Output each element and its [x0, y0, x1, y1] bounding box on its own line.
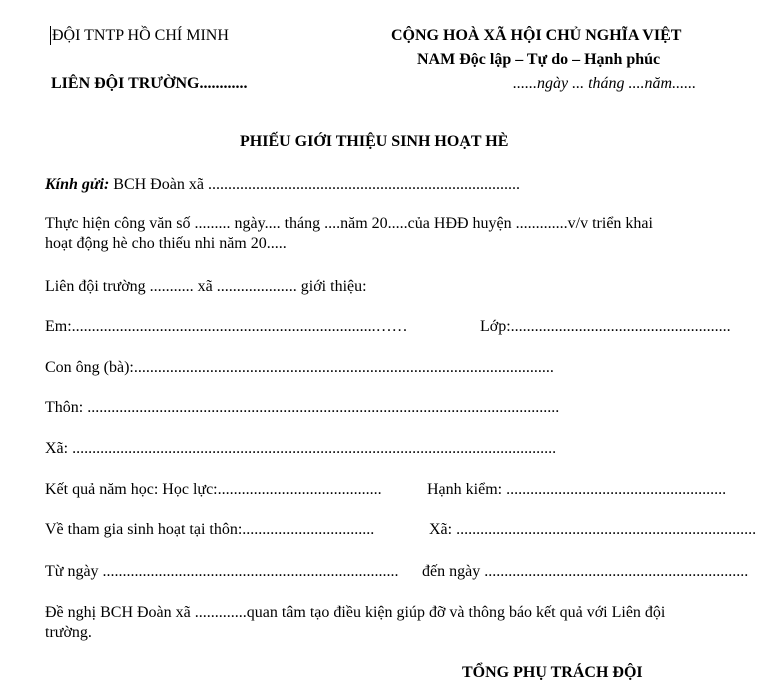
request-line-1: Đề nghị BCH Đoàn xã .............quan tâm tạo điều kiện giúp đỡ và thông báo kết quả với Liên đội	[45, 604, 666, 621]
recipient-label: Kính gửi:	[45, 176, 110, 193]
to-date-field: đến ngày ..................................................................	[422, 563, 749, 580]
commune-2-field: Xã: ...........................................................................	[429, 521, 757, 538]
nation-line-2: NAM Độc lập – Tự do – Hạnh phúc	[417, 51, 661, 68]
academic-result-field: Kết quả năm học: Học lực:.........................................	[45, 481, 382, 498]
text-cursor	[50, 26, 51, 45]
recipient-value: BCH Đoàn xã ..............................................................................	[109, 176, 520, 193]
recipient-line	[45, 175, 520, 195]
org-name: ĐỘI TNTP HỒ CHÍ MINH	[52, 27, 229, 44]
village-field: Thôn: ......................................................................................................................	[45, 399, 560, 416]
class-field: Lớp:.......................................................	[480, 318, 731, 335]
nation-line-1: CỘNG HOÀ XÃ HỘI CHỦ NGHĨA VIỆT	[391, 27, 682, 44]
conduct-field: Hạnh kiểm: .......................................................	[427, 481, 727, 498]
from-date-field: Từ ngày ..........................................................................	[45, 563, 399, 580]
parent-field: Con ông (bà):.........................................................................................................	[45, 359, 554, 376]
request-line-2: trường.	[45, 624, 92, 641]
signature-title: TỔNG PHỤ TRÁCH ĐỘI	[462, 664, 643, 681]
intro-line-1: Thực hiện công văn số ......... ngày.... tháng ....năm 20.....của HĐĐ huyện .............v/v triển khai	[45, 215, 653, 232]
participation-field: Về tham gia sinh hoạt tại thôn:.................................	[45, 521, 375, 538]
student-name-field: Em:............................................................................……	[45, 318, 408, 335]
unit-name: LIÊN ĐỘI TRƯỜNG............	[51, 75, 248, 92]
commune-field: Xã: .........................................................................................................................	[45, 440, 557, 457]
document-title: PHIẾU GIỚI THIỆU SINH HOẠT HÈ	[240, 133, 509, 150]
date-line: ......ngày ... tháng ....năm......	[513, 75, 697, 92]
lien-doi-line: Liên đội trường ........... xã .................... giới thiệu:	[45, 278, 367, 295]
intro-line-2: hoạt động hè cho thiếu nhi năm 20.....	[45, 235, 287, 252]
